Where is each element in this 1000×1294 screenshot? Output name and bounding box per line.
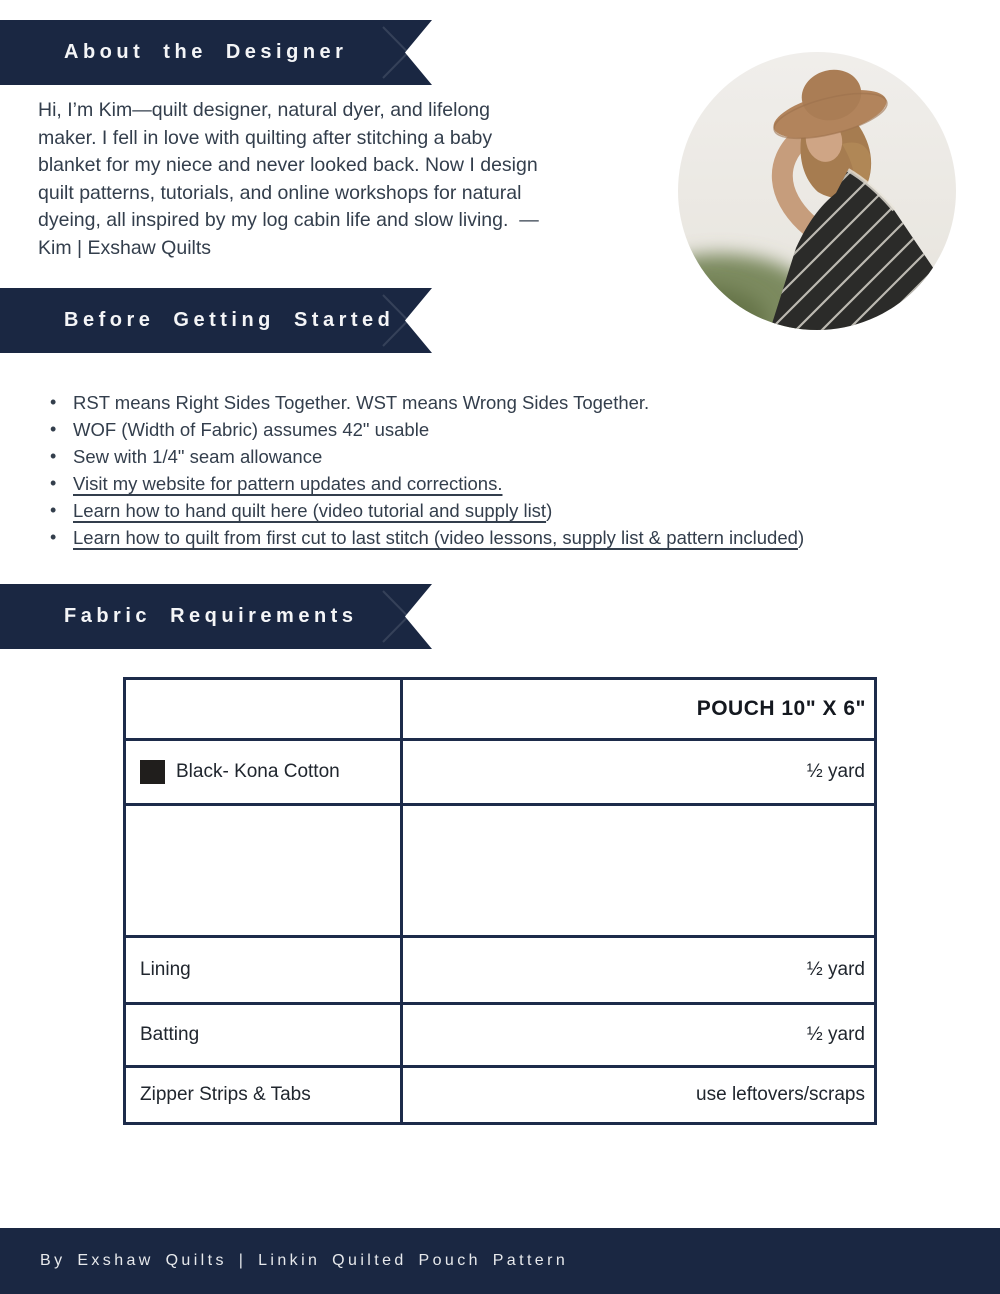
table-row-zipper-label: Zipper Strips & Tabs xyxy=(126,1068,403,1122)
footer-text: By Exshaw Quilts | Linkin Quilted Pouch Pattern xyxy=(40,1252,569,1269)
fabric-requirements-title: Fabric Requirements xyxy=(64,605,358,627)
note-rst-wst: RST means Right Sides Together. WST means Wrong Sides Together. xyxy=(73,392,650,413)
table-header-pouch-size: POUCH 10" X 6" xyxy=(403,680,874,741)
hand-quilt-tutorial-link[interactable]: Learn how to hand quilt here (video tutorial and supply list xyxy=(73,500,547,521)
list-item xyxy=(40,416,960,443)
notes-list xyxy=(40,389,960,551)
website-updates-link[interactable]: Visit my website for pattern updates and corrections. xyxy=(73,473,503,494)
footer-bar xyxy=(0,1228,1000,1294)
about-designer-title: About the Designer xyxy=(64,41,348,63)
before-getting-started-title: Before Getting Started xyxy=(64,309,395,331)
table-row-empty-value xyxy=(403,806,874,938)
table-row-batting-value: ½ yard xyxy=(403,1005,874,1068)
list-item: • Learn how to hand quilt here (video tutorial and supply list) xyxy=(40,497,960,524)
table-row-black-kona-value: ½ yard xyxy=(403,741,874,806)
list-item xyxy=(40,470,960,497)
about-designer-banner xyxy=(0,20,432,85)
list-item xyxy=(40,389,960,416)
list-item xyxy=(40,443,960,470)
quilt-course-link[interactable]: Learn how to quilt from first cut to last stitch (video lessons, supply list & pattern included xyxy=(73,527,798,548)
list-item: • Learn how to quilt from first cut to last stitch (video lessons, supply list & pattern included) xyxy=(40,524,960,551)
designer-portrait-photo xyxy=(678,52,956,330)
table-row-batting-label: Batting xyxy=(126,1005,403,1068)
table-row-zipper-value: use leftovers/scraps xyxy=(696,1084,865,1105)
table-header-empty xyxy=(126,680,403,741)
table-row-black-kona-label: Black- Kona Cotton xyxy=(126,741,403,806)
note-seam-allowance: Sew with 1/4" seam allowance xyxy=(73,446,323,467)
note-wof: WOF (Width of Fabric) assumes 42" usable xyxy=(73,419,430,440)
black-fabric-swatch xyxy=(140,760,165,784)
table-row-lining-label: Lining xyxy=(126,938,403,1005)
fabric-requirements-table xyxy=(123,677,877,1125)
about-paragraph: Hi, I’m Kim—quilt designer, natural dyer, and lifelong maker. I fell in love with quilting after stitching a baby blanket for my niece and never looked back. Now I design quilt patterns, tutorials, and online workshops for natural dyeing, all inspired by my log cabin life and slow living. —Kim | Exshaw Quilts xyxy=(38,99,539,259)
before-getting-started-banner xyxy=(0,288,432,353)
table-row-lining-value: ½ yard xyxy=(403,938,874,1005)
table-row-empty-label xyxy=(126,806,403,938)
portrait-illustration xyxy=(678,52,956,330)
fabric-requirements-banner xyxy=(0,584,432,649)
